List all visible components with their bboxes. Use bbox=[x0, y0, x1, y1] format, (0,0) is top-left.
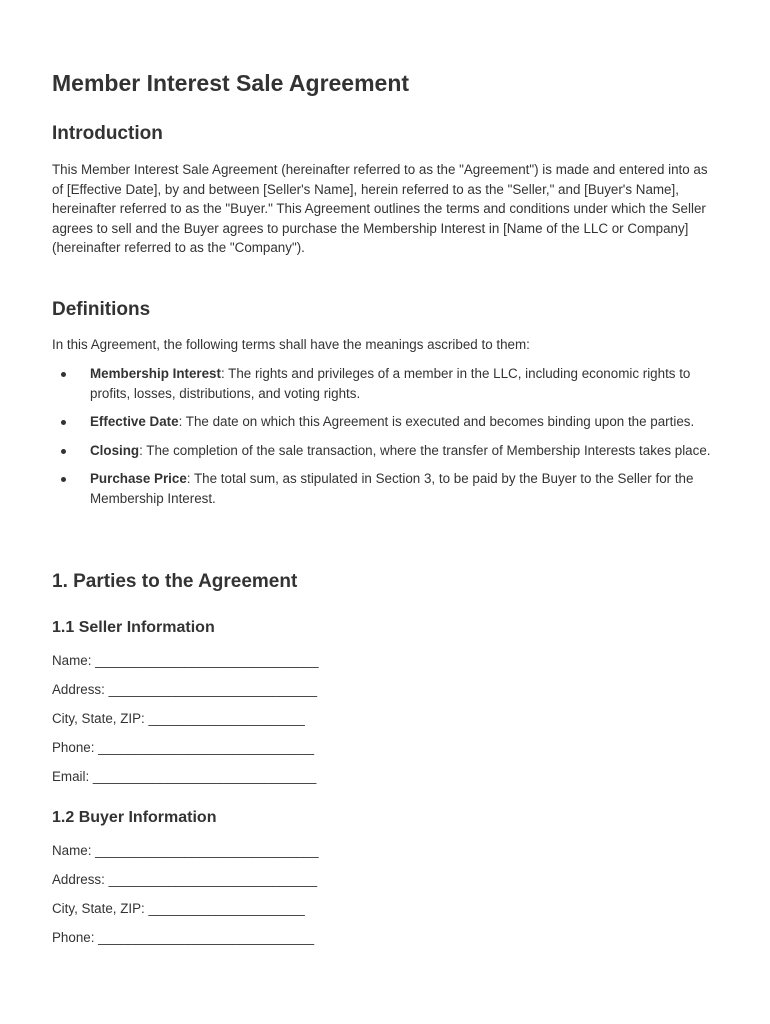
buyer-address-field: Address: ____________________________ bbox=[52, 872, 318, 887]
introduction-paragraph: This Member Interest Sale Agreement (hereinafter referred to as the "Agreement") is made and entered into as of [Effective Date], by and between [Seller's Name], herein referred to as the "Seller," and [Buyer's Name], hereinafter referred to as the "Buyer." This Agreement outlines the terms and conditions under which the Seller agrees to sell and the Buyer agrees to purchase the Membership Interest in [Name of the LLC or Company] (hereinafter referred to as the "Company"). bbox=[52, 162, 708, 256]
bullet-icon bbox=[61, 420, 66, 425]
buyer-phone-field: Phone: _____________________________ bbox=[52, 930, 315, 945]
document-title: Member Interest Sale Agreement bbox=[52, 70, 410, 96]
definition-term: Closing bbox=[90, 442, 140, 458]
definition-item bbox=[52, 441, 717, 461]
definition-term: Membership Interest bbox=[90, 366, 221, 381]
definition-text: : The rights and privileges of a member in the LLC, including economic rights to profits, losses, distributions, and voting rights. bbox=[90, 366, 691, 401]
introduction-heading: Introduction bbox=[52, 123, 163, 144]
seller-info-heading: 1.1 Seller Information bbox=[52, 619, 215, 636]
definition-term: Effective Date bbox=[90, 414, 179, 430]
seller-phone-field: Phone: _____________________________ bbox=[52, 740, 315, 755]
parties-heading: 1. Parties to the Agreement bbox=[52, 571, 298, 592]
seller-address-field: Address: ____________________________ bbox=[52, 682, 318, 697]
seller-email-field: Email: ______________________________ bbox=[52, 769, 317, 784]
definition-text: : The completion of the sale transaction, where the transfer of Membership Interests takes place. bbox=[139, 442, 711, 458]
bullet-icon bbox=[61, 477, 66, 482]
seller-name-field: Name: ______________________________ bbox=[52, 653, 319, 668]
definition-text: : The date on which this Agreement is executed and becomes binding upon the parties. bbox=[178, 414, 695, 430]
buyer-city-state-zip-field: City, State, ZIP: _____________________ bbox=[52, 901, 305, 916]
seller-city-state-zip-field: City, State, ZIP: _____________________ bbox=[52, 711, 305, 726]
definition-item bbox=[52, 364, 717, 403]
definitions-list bbox=[52, 364, 717, 518]
definition-text: : The total sum, as stipulated in Section 3, to be paid by the Buyer to the Seller for the Membership Interest. bbox=[90, 471, 694, 506]
bullet-icon bbox=[61, 449, 66, 454]
definition-term: Purchase Price bbox=[90, 471, 187, 487]
buyer-name-field: Name: ______________________________ bbox=[52, 843, 319, 858]
bullet-icon bbox=[61, 372, 66, 377]
definitions-heading: Definitions bbox=[52, 299, 151, 320]
definition-item bbox=[52, 469, 717, 508]
buyer-info-heading: 1.2 Buyer Information bbox=[52, 809, 217, 826]
definition-item bbox=[52, 412, 717, 432]
definitions-lead: In this Agreement, the following terms shall have the meanings ascribed to them: bbox=[52, 337, 530, 352]
